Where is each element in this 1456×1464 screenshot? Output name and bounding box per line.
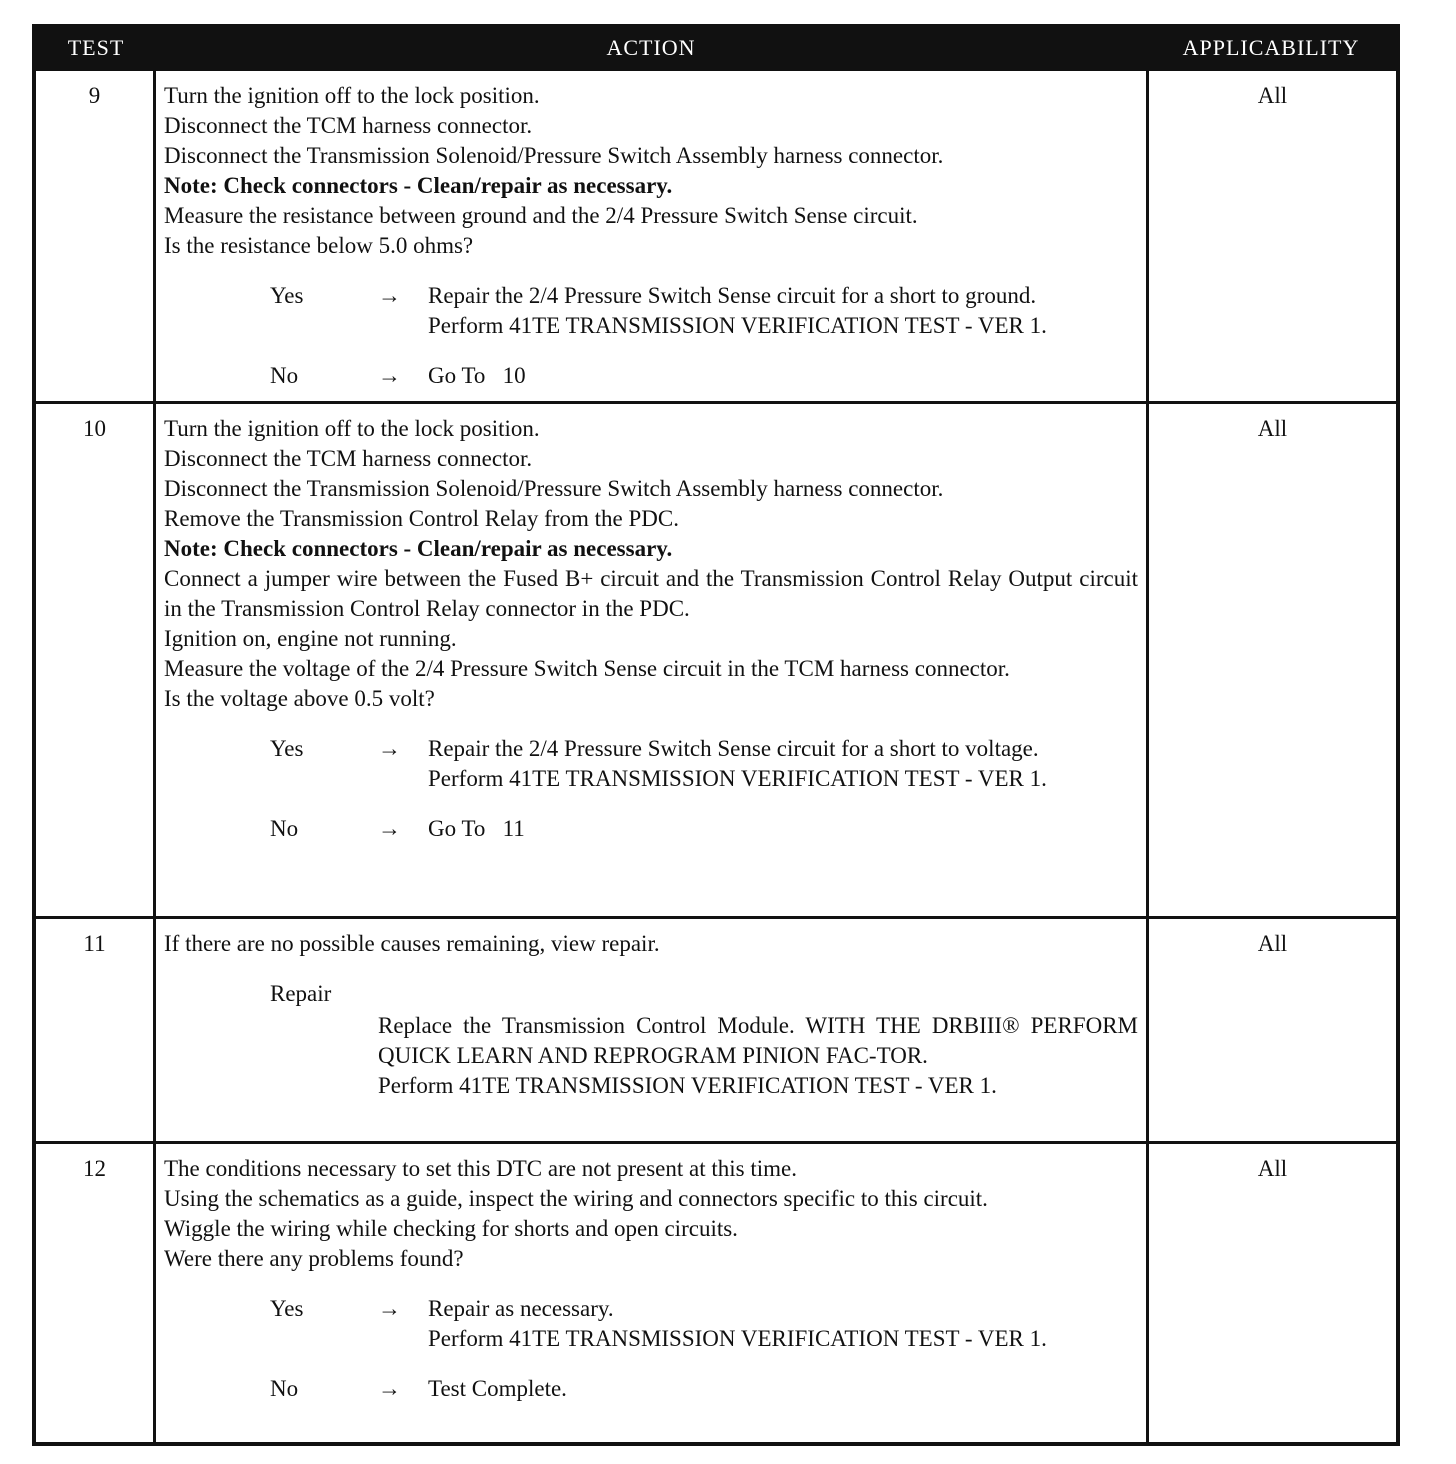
action-cell [156, 1144, 1146, 1442]
applicability-cell: All [1146, 919, 1396, 1141]
repair-label: Repair [270, 981, 332, 1006]
action-line: Turn the ignition off to the lock position. [164, 416, 540, 441]
header-applicability: APPLICABILITY [1182, 35, 1360, 60]
yes-text: Repair as necessary. [428, 1296, 614, 1321]
yes-answer [164, 734, 1138, 794]
arrow-icon: → [378, 816, 401, 841]
no-label: No [270, 1376, 299, 1401]
table-header [36, 28, 1396, 68]
repair-text: Replace the Transmission Control Module. WITH THE DRBIII® PERFORM QUICK LEARN AND REPROGRAM PINION FAC-TOR. [378, 1013, 1138, 1068]
yes-label: Yes [270, 736, 304, 761]
action-line: Disconnect the TCM harness connector. [164, 446, 533, 471]
question-line: Is the resistance below 5.0 ohms? [164, 233, 474, 258]
action-line: If there are no possible causes remaining, view repair. [164, 931, 660, 956]
action-line: Connect a jumper wire between the Fused B+ circuit and the Transmission Control Relay Output circuit in the Transmission Control Relay connector in the PDC. [164, 566, 1138, 621]
test-number: 12 [36, 1144, 156, 1442]
no-text: Go To 11 [428, 816, 525, 841]
no-text: Test Complete. [428, 1376, 567, 1401]
table-row-test-11 [36, 916, 1396, 1141]
arrow-icon: → [378, 1296, 401, 1321]
no-text: Go To 10 [428, 363, 526, 388]
no-answer [164, 361, 1138, 391]
table-row-test-9 [36, 68, 1396, 401]
action-line: Turn the ignition off to the lock position. [164, 83, 540, 108]
applicability-cell: All [1146, 1144, 1396, 1442]
action-line: Disconnect the Transmission Solenoid/Pressure Switch Assembly harness connector. [164, 476, 944, 501]
applicability-cell: All [1146, 404, 1396, 916]
yes-text: Repair the 2/4 Pressure Switch Sense circuit for a short to ground. [428, 283, 1037, 308]
no-label: No [270, 363, 299, 388]
yes-text: Perform 41TE TRANSMISSION VERIFICATION TEST - VER 1. [428, 313, 1047, 338]
action-line: The conditions necessary to set this DTC are not present at this time. [164, 1156, 797, 1181]
note-line: Note: Check connectors - Clean/repair as necessary. [164, 536, 673, 561]
action-cell [156, 71, 1146, 401]
no-label: No [270, 816, 299, 841]
yes-text: Perform 41TE TRANSMISSION VERIFICATION TEST - VER 1. [428, 766, 1047, 791]
action-line: Measure the resistance between ground and the 2/4 Pressure Switch Sense circuit. [164, 203, 918, 228]
note-line: Note: Check connectors - Clean/repair as necessary. [164, 173, 673, 198]
table-row-test-10 [36, 401, 1396, 916]
repair-text: Perform 41TE TRANSMISSION VERIFICATION TEST - VER 1. [378, 1073, 997, 1098]
action-line: Ignition on, engine not running. [164, 626, 457, 651]
header-action: ACTION [606, 35, 696, 60]
table-row-test-12 [36, 1141, 1396, 1442]
question-line: Were there any problems found? [164, 1246, 464, 1271]
test-number: 11 [36, 919, 156, 1141]
yes-text: Repair the 2/4 Pressure Switch Sense circuit for a short to voltage. [428, 736, 1039, 761]
action-line: Remove the Transmission Control Relay from the PDC. [164, 506, 679, 531]
arrow-icon: → [378, 283, 401, 308]
action-line: Using the schematics as a guide, inspect the wiring and connectors specific to this circuit. [164, 1186, 988, 1211]
action-cell [156, 919, 1146, 1141]
action-cell [156, 404, 1146, 916]
no-answer [164, 814, 1138, 844]
test-number: 10 [36, 404, 156, 916]
arrow-icon: → [378, 1376, 401, 1401]
yes-text: Perform 41TE TRANSMISSION VERIFICATION TEST - VER 1. [428, 1326, 1047, 1351]
question-line: Is the voltage above 0.5 volt? [164, 686, 435, 711]
action-line: Disconnect the TCM harness connector. [164, 113, 533, 138]
action-line: Disconnect the Transmission Solenoid/Pressure Switch Assembly harness connector. [164, 143, 944, 168]
yes-label: Yes [270, 1296, 304, 1321]
applicability-cell: All [1146, 71, 1396, 401]
diagnostic-test-table [32, 24, 1400, 1446]
arrow-icon: → [378, 736, 401, 761]
test-number: 9 [36, 71, 156, 401]
yes-label: Yes [270, 283, 304, 308]
header-test: TEST [67, 35, 125, 60]
action-line: Wiggle the wiring while checking for shorts and open circuits. [164, 1216, 738, 1241]
no-answer [164, 1374, 1138, 1404]
arrow-icon: → [378, 363, 401, 388]
yes-answer [164, 1294, 1138, 1354]
yes-answer [164, 281, 1138, 341]
action-line: Measure the voltage of the 2/4 Pressure Switch Sense circuit in the TCM harness connector. [164, 656, 1010, 681]
